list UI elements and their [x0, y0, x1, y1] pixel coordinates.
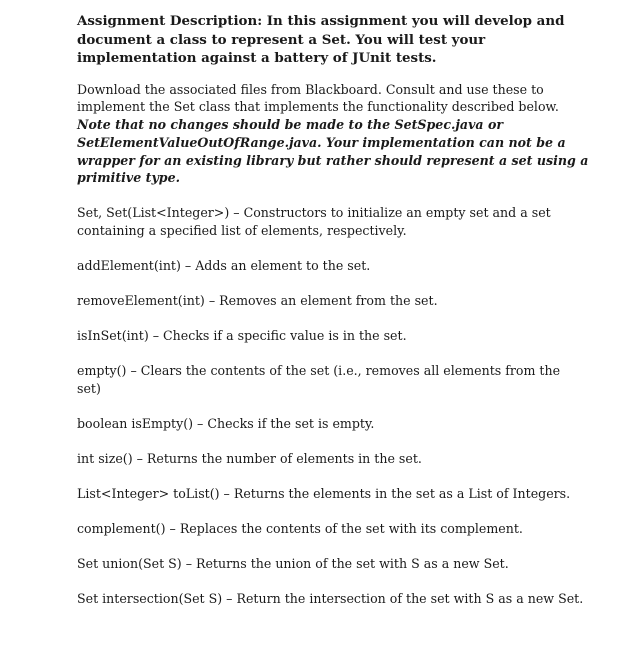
- method-complement: complement() – Replaces the contents of the set with its complement.: [77, 521, 523, 537]
- method-union: Set union(Set S) – Returns the union of the set with S as a new Set.: [77, 556, 509, 572]
- method-intersection: Set intersection(Set S) – Return the intersection of the set with S as a new Set.: [77, 591, 584, 607]
- method-to-list: List<Integer> toList() – Returns the elements in the set as a List of Integers.: [77, 486, 571, 502]
- method-size: int size() – Returns the number of elements in the set.: [77, 451, 422, 467]
- intro-text: Download the associated files from Blackboard. Consult and use these to implement the Set class that implements the functionality described below.: [77, 81, 559, 115]
- method-constructors: Set, Set(List<Integer>) – Constructors to initialize an empty set and a set containing a specified list of elements, respectively.: [77, 205, 551, 239]
- method-is-in-set: isInSet(int) – Checks if a specific value is in the set.: [77, 328, 407, 344]
- method-remove-element: removeElement(int) – Removes an element from the set.: [77, 293, 438, 309]
- assignment-heading: Assignment Description: In this assignment you will develop and document a class to represent a Set. You will test your implementation against a battery of JUnit tests.: [77, 13, 565, 66]
- intro-paragraph: [77, 81, 592, 188]
- intro-note: Note that no changes should be made to the SetSpec.java or SetElementValueOutOfRange.java. Your implementation can not be a wrapper for an existing library but rather should represent a set using a primitive type.: [77, 117, 589, 186]
- method-empty: empty() – Clears the contents of the set (i.e., removes all elements from the set): [77, 363, 561, 397]
- method-add-element: addElement(int) – Adds an element to the set.: [77, 258, 371, 274]
- method-is-empty: boolean isEmpty() – Checks if the set is empty.: [77, 416, 375, 432]
- method-list: [77, 204, 600, 608]
